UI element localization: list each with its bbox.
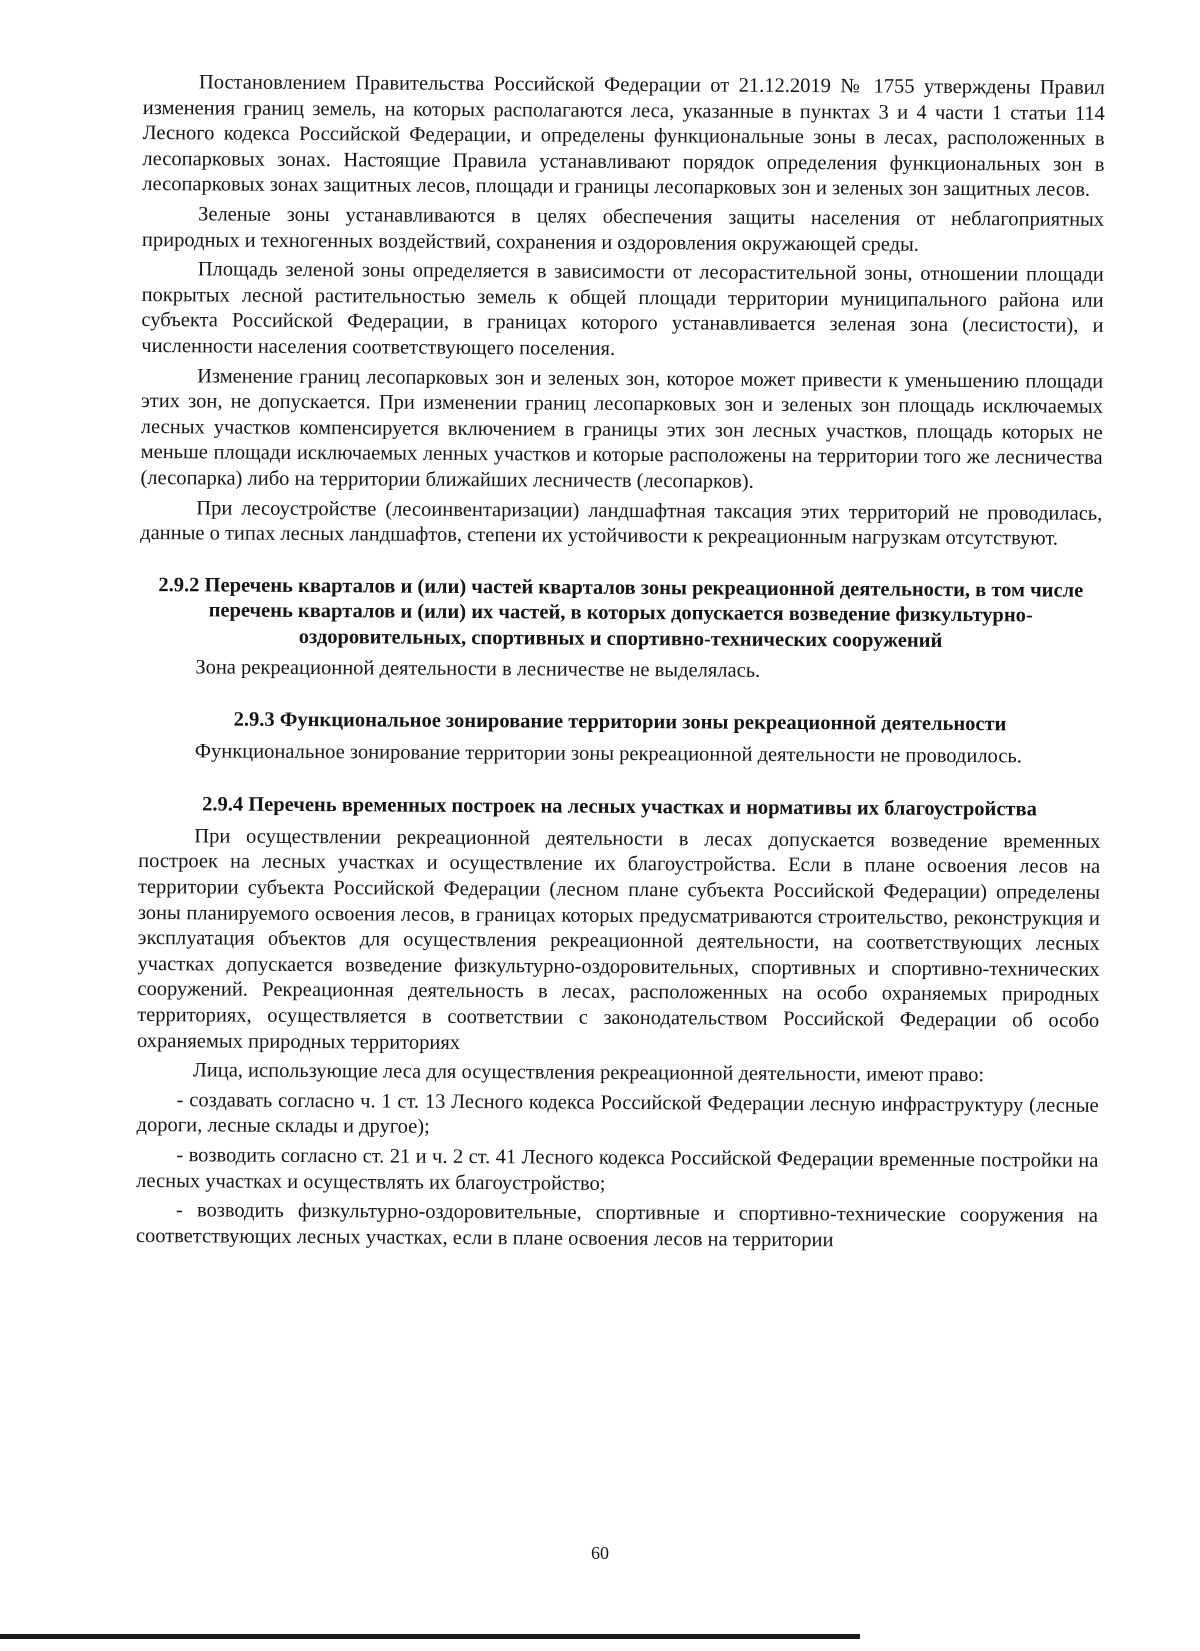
section-2-9-2-text: Зона рекреационной деятельности в лесничестве не выделялась. [195, 656, 761, 683]
intro-paragraph-4: Изменение границ лесопарковых зон и зеленых зон, которое может привести к уменьшению площади этих зон, не допускается. При изменении границ лесопарковых зон и зеленых зон площадь исключаемых лесных участков компенсируется включением в границы этих зон лесных участков, площадь которых не меньше площади исключаемых ленных участков и которые расположены на территории того же лесничества (лесопарка) либо на территории ближайших лесничеств (лесопарков). [140, 364, 1104, 493]
rights-list-item-1: - создавать согласно ч. 1 ст. 13 Лесного кодекса Российской Федерации лесную инфраструктуру (лесные дороги, лесные склады и другое); [136, 1089, 1099, 1139]
section-2-9-2-heading: 2.9.2 Перечень кварталов и (или) частей кварталов зоны рекреационной деятельности, в том числе перечень кварталов и (или) их частей, в которых допускается возведение физкультурно-оздоровительных, спортивных и спортивно-технических сооружений [158, 573, 1084, 652]
intro-paragraph-1: Постановлением Правительства Российской Федерации от 21.12.2019 № 1755 утверждены Правил изменения границ земель, на которых располагаются леса, указанные в пунктах 3 и 4 части 1 статьи 114 Лесного кодекса Российской Федерации, и определены функциональные зоны в лесах, расположенных в лесопарковых зонах. Настоящие Правила устанавливают порядок определения функциональных зон в лесопарковых зонах защитных лесов, площади и границы лесопарковых зон и зеленых зон защитных лесов. [142, 71, 1105, 202]
intro-paragraph-2: Зеленые зоны устанавливаются в целях обеспечения защиты населения от неблагоприятных природных и техногенных воздействий, сохранения и оздоровления окружающей среды. [141, 203, 1105, 256]
document-page [136, 70, 1105, 1255]
bottom-scan-rule [0, 1634, 860, 1639]
rights-list-item-3: - возводить физкультурно-оздоровительные, спортивные и спортивно-технические сооружения на соответствующих лесных участках, если в плане освоения лесов на территории [135, 1199, 1099, 1251]
section-2-9-4-paragraph-1: При осуществлении рекреационной деятельности в лесах допускается возведение временных построек на лесных участках и осуществление их благоустройства. Если в плане освоения лесов на территории субъекта Российской Федерации (лесном плане субъекта Российской Федерации) определены зоны планируемого освоения лесов, в границах которых предусматриваются строительство, реконструкция и эксплуатация объектов для осуществления рекреационной деятельности, на соответствующих лесных участках допускается возведение физкультурно-оздоровительных, спортивных и спортивно-технических сооружений. Рекреационная деятельность в лесах, расположенных на особо охраняемых природных территориях, осуществляется в соответствии с законодательством Российской Федерации об особо охраняемых природных территориях [137, 825, 1101, 1054]
section-2-9-3-text: Функциональное зонирование территории зоны рекреационной деятельности не проводилось. [194, 739, 1023, 768]
section-2-9-3-heading: 2.9.3 Функциональное зонирование территории зоны рекреационной деятельности [233, 708, 1007, 736]
intro-paragraph-3: Площадь зеленой зоны определяется в зависимости от лесорастительной зоны, отношении площади покрытых лесной растительностью земель к общей площади территории муниципального района или субъекта Российской Федерации, в границах которого устанавливается зеленая зона (лесистости), и численности населения соответствующего поселения. [141, 258, 1104, 360]
page-number: 60 [591, 1543, 609, 1563]
rights-list-item-2: - возводить согласно ст. 21 и ч. 2 ст. 41 Лесного кодекса Российской Федерации временные постройки на лесных участках и осуществлять их благоустройство; [136, 1144, 1099, 1195]
section-2-9-4-heading: 2.9.4 Перечень временных построек на лесных участках и нормативы их благоустройства [202, 793, 1037, 821]
section-2-9-4-paragraph-2: Лица, использующие леса для осуществления рекреационной деятельности, имеют право: [192, 1059, 985, 1087]
intro-paragraph-5: При лесоустройстве (лесоинвентаризации) ландшафтная таксация этих территорий не проводилась, данные о типах лесных ландшафтов, степени их устойчивости к рекреационным нагрузкам отсутствуют. [140, 496, 1103, 550]
